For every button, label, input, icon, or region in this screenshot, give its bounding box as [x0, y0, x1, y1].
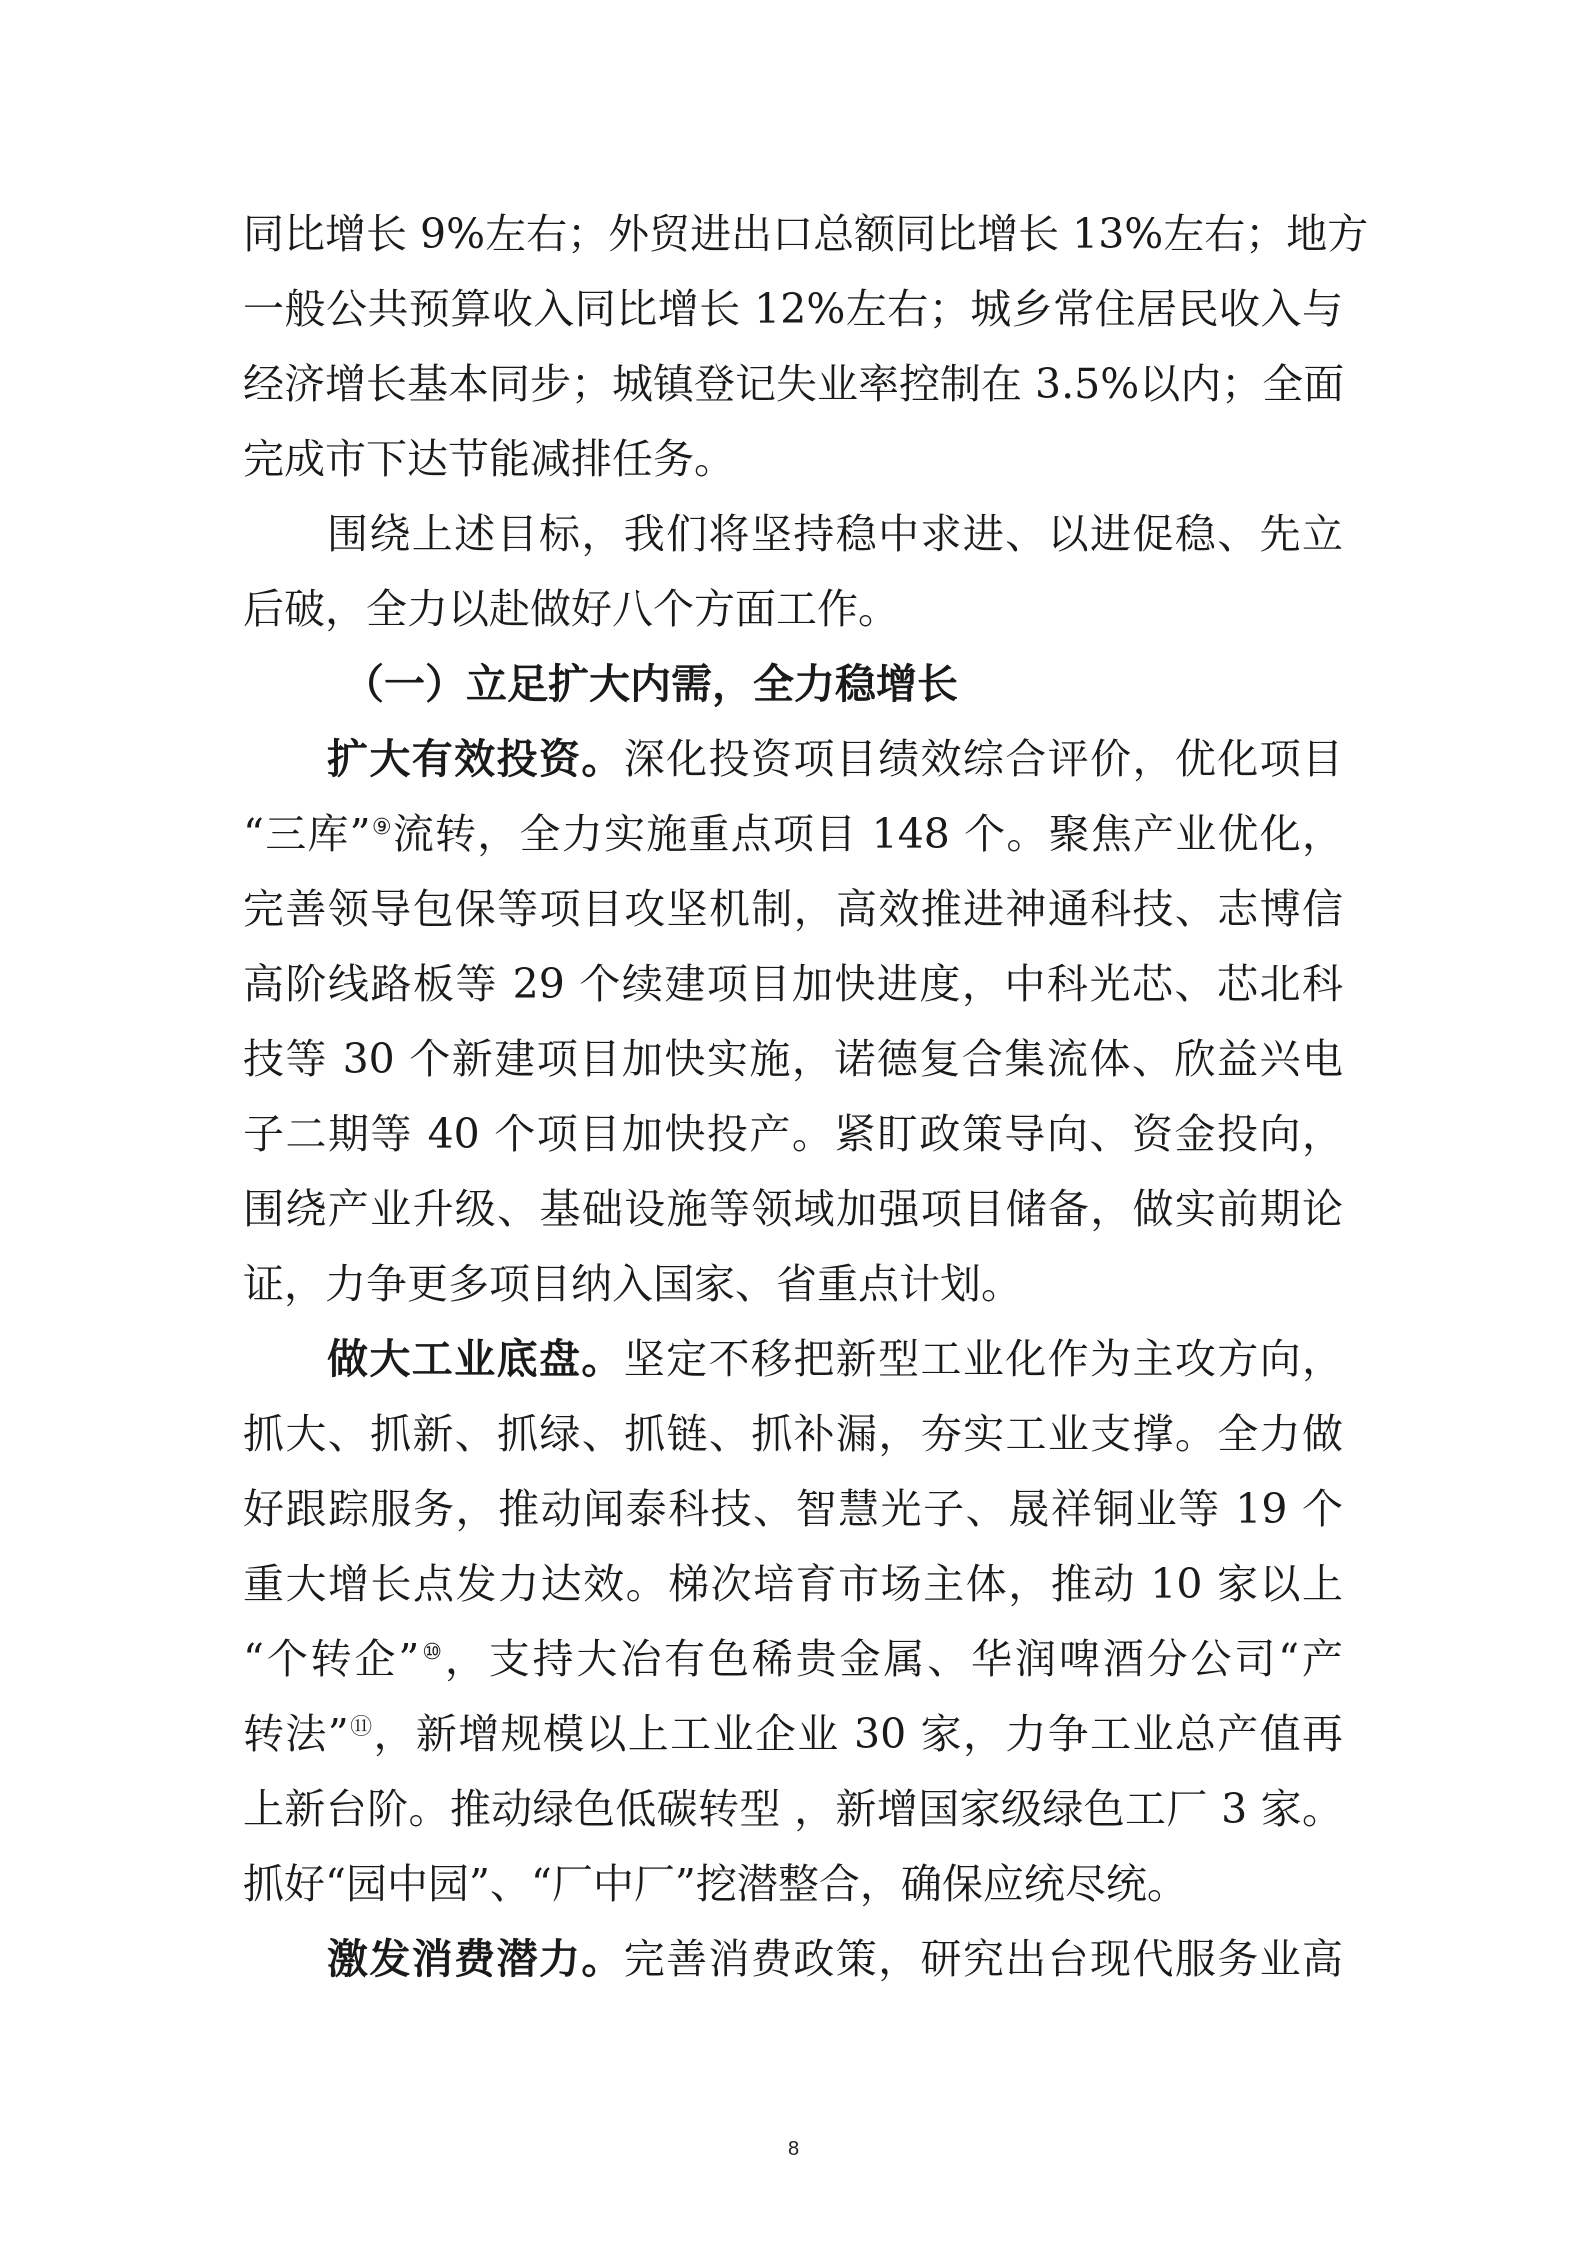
paragraph-text: “个转企” [243, 1635, 420, 1683]
paragraph-line: 完成市下达节能减排任务。 [243, 435, 735, 483]
paragraph-text: 转法” [243, 1710, 349, 1758]
paragraph-line: 高阶线路板等 29 个续建项目加快进度，中科光芯、芯北科 [243, 960, 1343, 1008]
paragraph-line [243, 1922, 1343, 1997]
paragraph-line: 好跟踪服务，推动闻泰科技、智慧光子、晟祥铜业等 19 个 [243, 1485, 1343, 1533]
paragraph-line [243, 722, 1343, 797]
paragraph-text: 深化投资项目绩效综合评价，优化项目 [623, 735, 1344, 783]
paragraph-text: ，支持大冶有色稀贵金属、华润啤酒分公司“产 [444, 1635, 1343, 1683]
paragraph-lead: 激发消费潜力。 [327, 1935, 624, 1983]
paragraph-line: 抓大、抓新、抓绿、抓链、抓补漏，夯实工业支撑。全力做 [243, 1410, 1343, 1458]
paragraph-lead: 扩大有效投资。 [327, 735, 624, 783]
paragraph-line: 完善领导包保等项目攻坚机制，高效推进神通科技、志博信 [243, 885, 1343, 933]
footnote-marker: ⑨ [370, 815, 393, 840]
page-number: 8 [787, 2138, 800, 2160]
paragraph-line: 围绕上述目标，我们将坚持稳中求进、以进促稳、先立 [327, 510, 1343, 558]
paragraph-line: 子二期等 40 个项目加快投产。紧盯政策导向、资金投向， [243, 1110, 1343, 1158]
paragraph-line: 抓好“园中园”、“厂中厂”挖潜整合，确保应统尽统。 [243, 1860, 1188, 1908]
footnote-marker: ⑪ [348, 1715, 374, 1740]
paragraph-lead: 做大工业底盘。 [327, 1335, 624, 1383]
paragraph-text: 完善消费政策，研究出台现代服务业高 [623, 1935, 1344, 1983]
paragraph-line: 同比增长 9%左右；外贸进出口总额同比增长 13%左右；地方 [243, 210, 1369, 258]
paragraph-line: 上新台阶。推动绿色低碳转型 ，新增国家级绿色工厂 3 家。 [243, 1785, 1343, 1833]
paragraph-line: 一般公共预算收入同比增长 12%左右；城乡常住居民收入与 [243, 285, 1343, 333]
paragraph-text: “三库” [243, 810, 371, 858]
paragraph-line: 后破，全力以赴做好八个方面工作。 [243, 585, 899, 633]
paragraph-line [243, 1622, 1343, 1697]
section-heading: （一）立足扩大内需，全力稳增长 [343, 660, 958, 708]
paragraph-line: 围绕产业升级、基础设施等领域加强项目储备，做实前期论 [243, 1185, 1343, 1233]
paragraph-line: 经济增长基本同步；城镇登记失业率控制在 3.5%以内；全面 [243, 360, 1345, 408]
paragraph-line [243, 797, 1343, 872]
paragraph-text: 流转，全力实施重点项目 148 个。聚焦产业优化， [392, 810, 1343, 858]
paragraph-text: ，新增规模以上工业企业 30 家，力争工业总产值再 [373, 1710, 1343, 1758]
paragraph-line [243, 1697, 1343, 1772]
footnote-marker: ⑩ [419, 1640, 445, 1665]
paragraph-text: 坚定不移把新型工业化作为主攻方向， [623, 1335, 1344, 1383]
document-body [243, 197, 1369, 1997]
paragraph-line: 技等 30 个新建项目加快实施，诺德复合集流体、欣益兴电 [243, 1035, 1343, 1083]
paragraph-line [243, 1322, 1343, 1397]
paragraph-line: 重大增长点发力达效。梯次培育市场主体，推动 10 家以上 [243, 1560, 1343, 1608]
paragraph-line: 证，力争更多项目纳入国家、省重点计划。 [243, 1260, 1022, 1308]
